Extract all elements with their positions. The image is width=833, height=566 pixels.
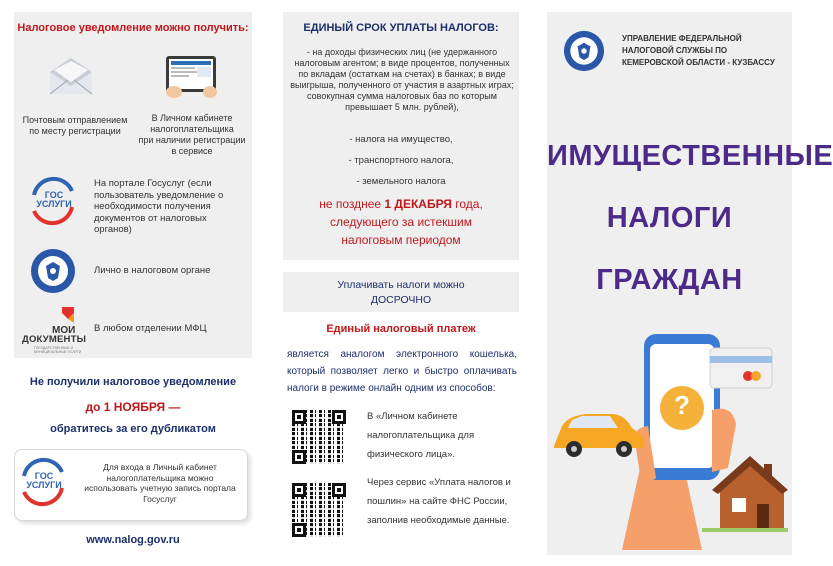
org-line1: УПРАВЛЕНИЕ ФЕДЕРАЛЬНОЙ xyxy=(622,34,742,43)
org-name xyxy=(622,33,790,69)
tax-item-transport: - транспортного налога, xyxy=(348,155,454,166)
deadline-b: 1 ДЕКАБРЯ xyxy=(384,197,452,211)
deadline-c: года, xyxy=(451,197,483,211)
box-text: Для входа в Личный кабинет налогоплательщика можно использовать учетную запись портала Госуслуг xyxy=(84,462,236,504)
deadline-line3: налоговым периодом xyxy=(341,233,461,247)
org-line3: КЕМЕРОВСКОЙ ОБЛАСТИ - КУЗБАССУ xyxy=(622,58,775,67)
tax-item-land: - земельного налога xyxy=(356,176,446,187)
question-mark-icon: ? xyxy=(674,390,690,420)
mfc-logo-top: МОИ xyxy=(52,325,76,336)
mfc-text: В любом отделении МФЦ xyxy=(94,323,207,334)
tax-item-ndfl: - на доходы физических лиц (не удержанного налоговым агентом; в виде процентов, полученных по вкладам (остаткам на счетах) в банках; в виде выигрыша, полученного от участия в азартных играх; совокупная сумма налоговых баз по которым превышает 5 млн. рублей), xyxy=(290,47,514,112)
early-line2: ДОСРОЧНО xyxy=(370,294,432,306)
phone-payment-illustration xyxy=(552,328,788,550)
ens-title: Единый налоговый платеж xyxy=(326,323,476,335)
mfc-logo-bottom: ДОКУМЕНТЫ xyxy=(22,334,87,345)
qr-code-lk[interactable] xyxy=(292,410,346,464)
early-line1: Уплачивать налоги можно xyxy=(337,279,465,291)
ens-description: является аналогом электронного кошелька, который позволяет легко и быстро оплачивать налоги в режиме онлайн одним из способов: xyxy=(287,349,517,394)
deadline-line1 xyxy=(283,197,519,211)
middle-early-panel-bg xyxy=(283,272,519,312)
title-line3: ГРАЖДАН xyxy=(596,264,743,296)
notice-line1: Не получили налоговое уведомление xyxy=(29,376,237,388)
qr-code-payment-service[interactable] xyxy=(292,483,346,537)
title-line2: НАЛОГИ xyxy=(606,202,733,234)
notice-line3: обратитесь за его дубликатом xyxy=(50,423,216,435)
deadline-line2: следующего за истекшим xyxy=(329,215,473,229)
way-service-text: Через сервис «Уплата налогов и пошлин» на сайте ФНС России, заполнив необходимые данные. xyxy=(367,477,511,526)
website-link[interactable]: www.nalog.gov.ru xyxy=(86,534,180,546)
tablet-icon xyxy=(160,52,222,102)
mfc-logo xyxy=(22,303,86,355)
tax-item-property: - налога на имущество, xyxy=(349,134,453,145)
box-gosuslugi-logo-text: ГОС УСЛУГИ xyxy=(26,471,62,490)
fns-emblem-icon xyxy=(30,248,76,294)
title-line1: ИМУЩЕСТВЕННЫЕ xyxy=(547,140,833,172)
mfc-logo-small: ГОСУДАРСТВЕННЫЕ И МУНИЦИПАЛЬНЫЕ УСЛУГИ xyxy=(34,346,82,354)
deadline-a: не позднее xyxy=(319,197,385,211)
notice-line2: до 1 НОЯБРЯ — xyxy=(85,400,181,414)
fns-emblem-header-icon xyxy=(563,30,605,72)
lk-text: В Личном кабинете налогоплательщика при наличии регистрации в сервисе xyxy=(138,113,246,156)
mail-text: Почтовым отправлением по месту регистрации xyxy=(22,115,128,136)
envelope-icon xyxy=(46,52,96,102)
gosuslugi-logo-text: ГОС УСЛУГИ xyxy=(36,190,72,209)
middle-title: ЕДИНЫЙ СРОК УПЛАТЫ НАЛОГОВ: xyxy=(303,22,499,34)
way-lk-text: В «Личном кабинете налогоплательщика для физического лица». xyxy=(367,411,475,460)
office-text: Лично в налоговом органе xyxy=(94,265,211,276)
gosuslugi-text: На портале Госуслуг (если пользователь уведомление о необходимости получения документов от налоговых органов) xyxy=(94,178,224,235)
org-line2: НАЛОГОВОЙ СЛУЖБЫ ПО xyxy=(622,46,728,55)
left-title: Налоговое уведомление можно получить: xyxy=(17,22,249,34)
